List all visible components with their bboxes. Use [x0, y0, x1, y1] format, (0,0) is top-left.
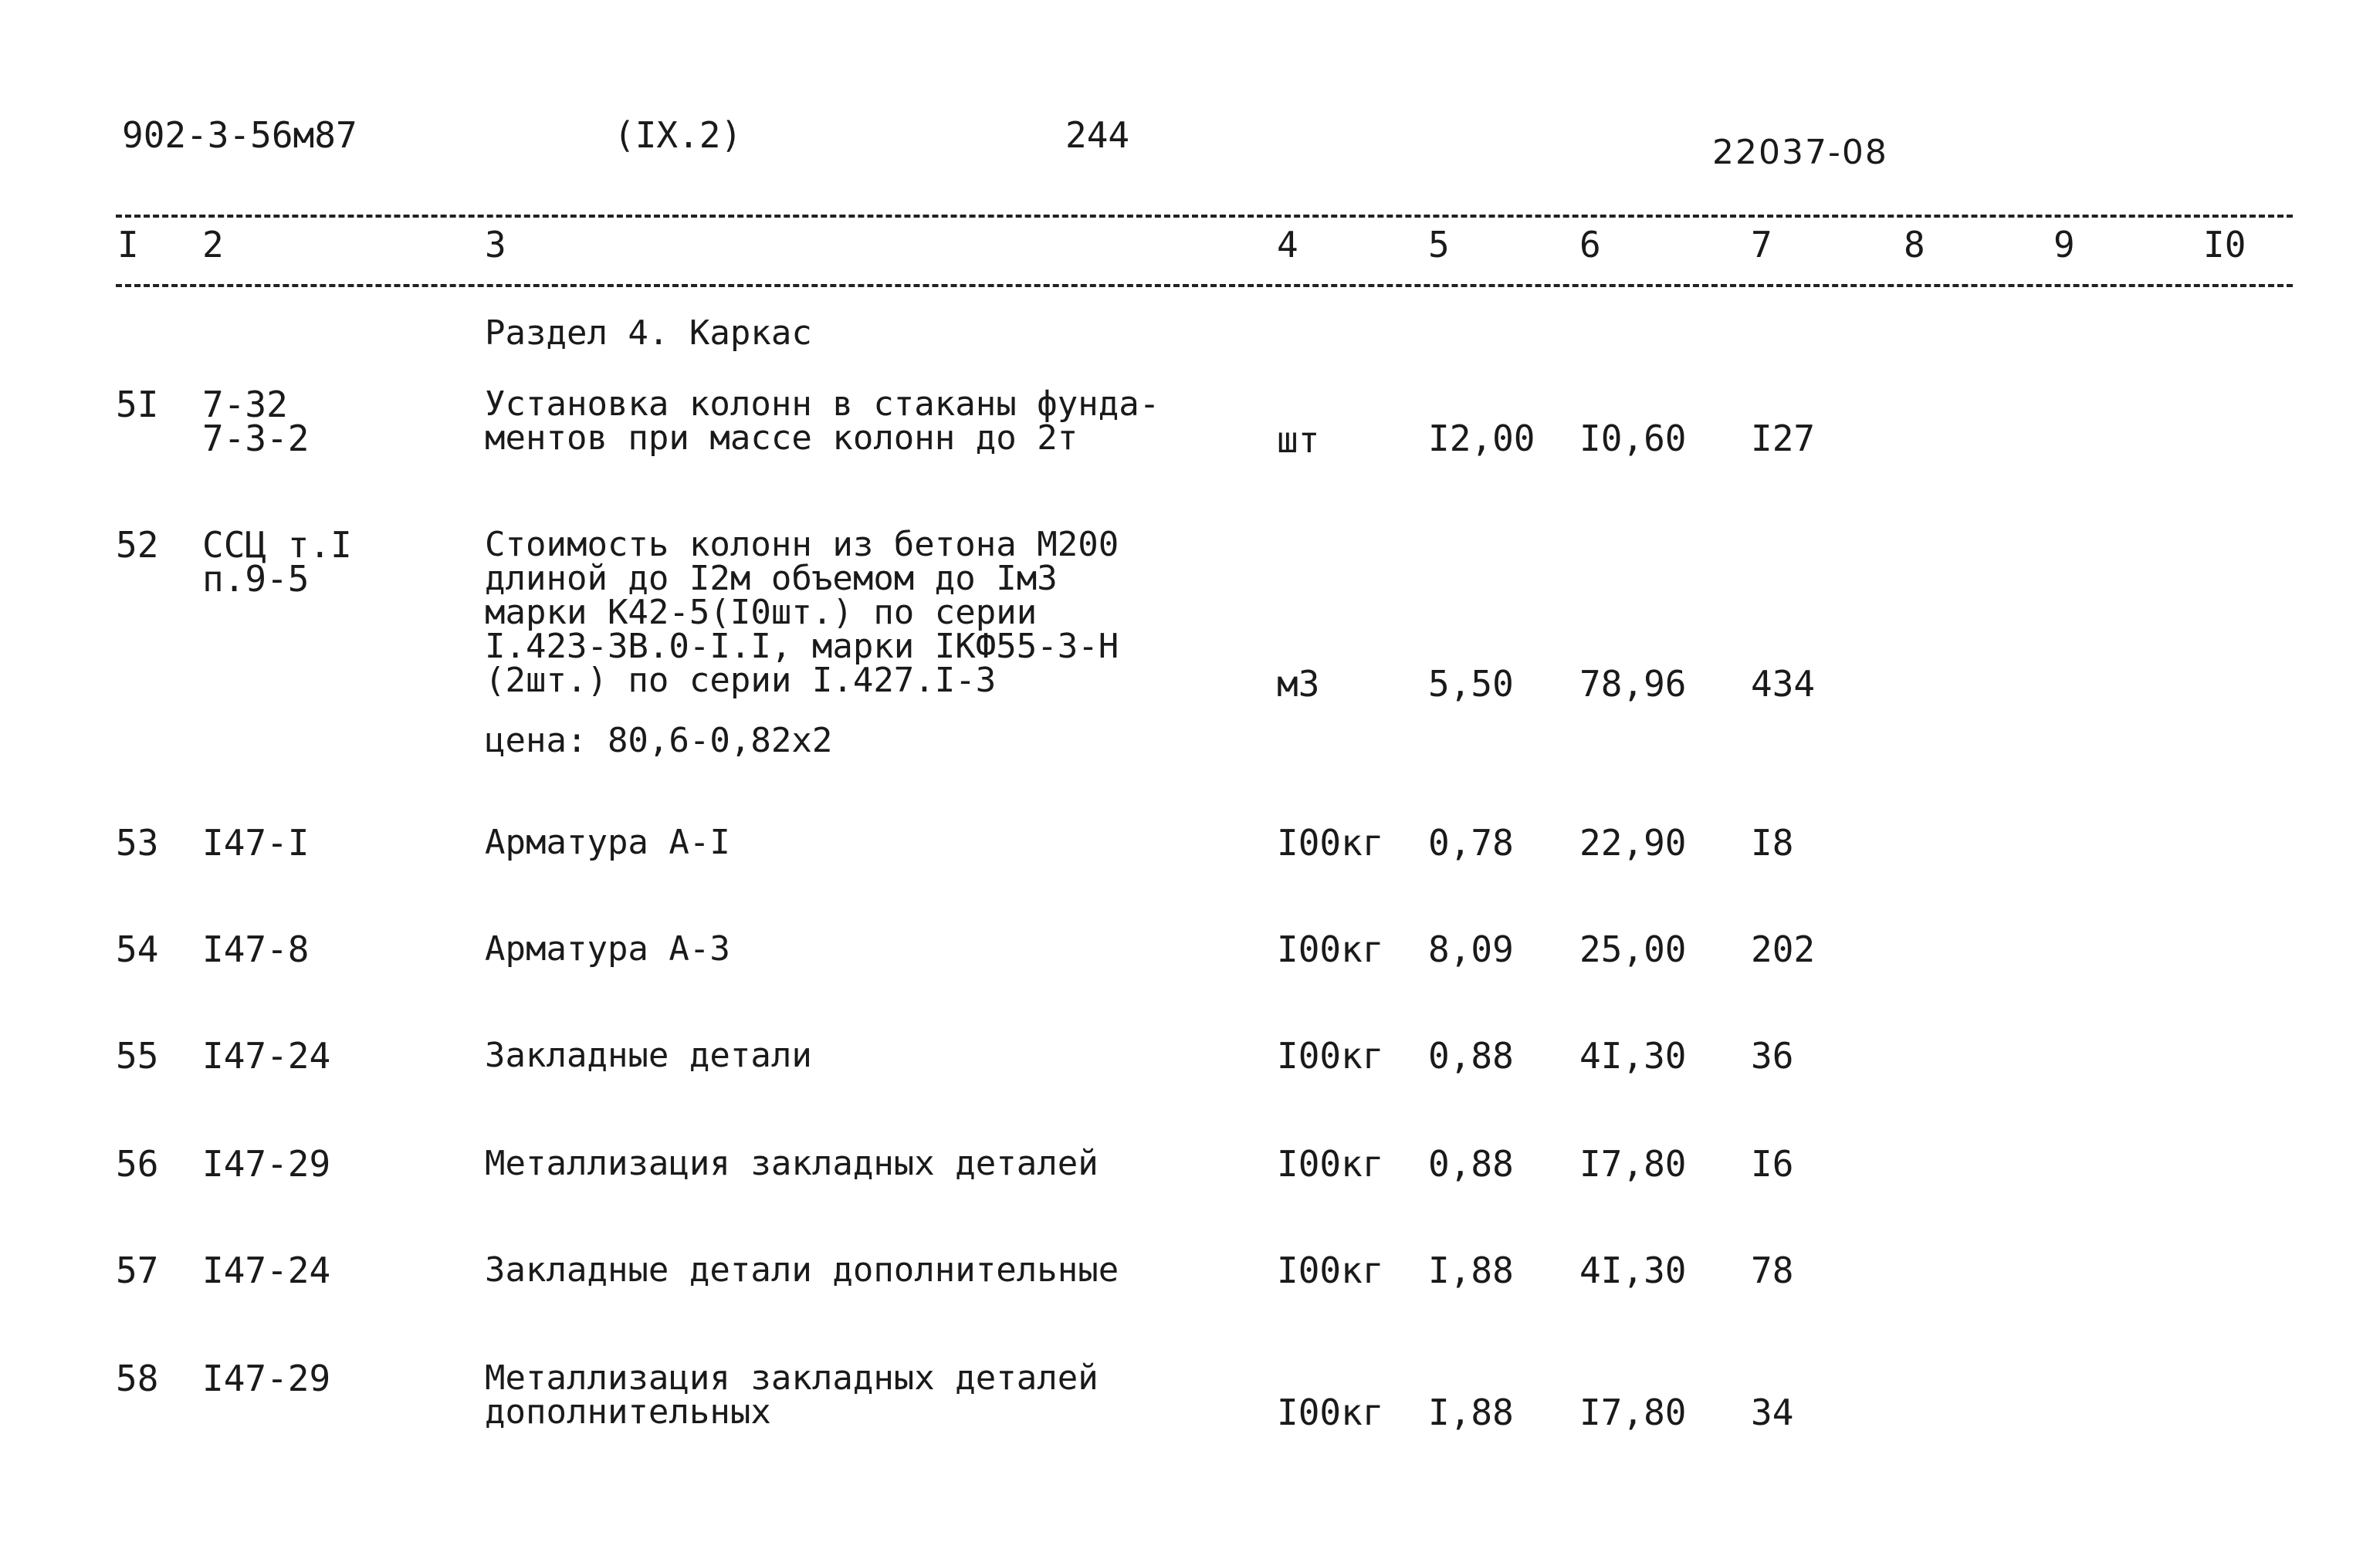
row-number: 54 — [116, 928, 159, 970]
norm-code: ССЦ т.I — [202, 524, 352, 566]
section-code: (IX.2) — [614, 114, 743, 156]
unit: I00кг — [1277, 1392, 1384, 1433]
row-number: 58 — [116, 1358, 159, 1399]
norm-code: I47-8 — [202, 928, 310, 970]
row-description: ментов при массе колонн до 2т — [485, 418, 1078, 458]
unit-price: 78,96 — [1579, 663, 1687, 705]
quantity: 8,09 — [1428, 928, 1514, 970]
quantity: 0,88 — [1428, 1143, 1514, 1185]
row-number: 56 — [116, 1143, 159, 1185]
row-description: Металлизация закладных деталей — [485, 1358, 1099, 1398]
norm-code: I47-24 — [202, 1250, 331, 1291]
unit-price: I0,60 — [1579, 418, 1687, 459]
quantity: 0,78 — [1428, 822, 1514, 864]
document-code: 902-3-56м87 — [122, 114, 357, 156]
total-cost: I27 — [1751, 418, 1816, 459]
unit: м3 — [1277, 663, 1320, 705]
row-description: Закладные детали дополнительные — [485, 1250, 1119, 1290]
unit: шт — [1277, 419, 1320, 461]
column-header: 9 — [2053, 224, 2075, 265]
norm-code: I47-24 — [202, 1035, 331, 1077]
row-description: Стоимость колонн из бетона М200 — [485, 525, 1119, 564]
row-description: I.423-3В.0-I.I, марки IКФ55-3-Н — [485, 627, 1119, 666]
unit: I00кг — [1277, 1250, 1384, 1291]
row-description: марки К42-5(I0шт.) по серии — [485, 593, 1038, 632]
unit: I00кг — [1277, 1035, 1384, 1077]
unit-price: I7,80 — [1579, 1143, 1687, 1185]
column-header: 4 — [1277, 224, 1298, 265]
column-header: 3 — [485, 224, 506, 265]
column-header: 6 — [1579, 224, 1601, 265]
row-description: Арматура А-I — [485, 823, 730, 862]
row-description: длиной до I2м объемом до Iм3 — [485, 559, 1058, 598]
header-bottom-rule — [116, 284, 2293, 287]
norm-code: I47-I — [202, 822, 310, 864]
price-note: цена: 80,6-0,82х2 — [485, 721, 833, 760]
row-number: 57 — [116, 1250, 159, 1291]
total-cost: I8 — [1751, 822, 1794, 864]
unit-price: 4I,30 — [1579, 1035, 1687, 1077]
unit: I00кг — [1277, 822, 1384, 864]
total-cost: I6 — [1751, 1143, 1794, 1185]
page-number: 244 — [1065, 114, 1130, 156]
unit-price: 25,00 — [1579, 928, 1687, 970]
sheet-code: 22037-08 — [1712, 133, 1888, 172]
unit-price: I7,80 — [1579, 1392, 1687, 1433]
quantity: 0,88 — [1428, 1035, 1514, 1077]
row-number: 5I — [116, 384, 159, 425]
total-cost: 34 — [1751, 1392, 1794, 1433]
norm-code: 7-3-2 — [202, 418, 310, 459]
column-header: 2 — [202, 224, 224, 265]
unit: I00кг — [1277, 928, 1384, 970]
column-header: 8 — [1904, 224, 1925, 265]
row-description: Закладные детали — [485, 1036, 812, 1075]
column-header: 5 — [1428, 224, 1450, 265]
column-header: I — [117, 224, 139, 265]
quantity: 5,50 — [1428, 663, 1514, 705]
row-description: Установка колонн в стаканы фунда- — [485, 384, 1160, 424]
unit-price: 22,90 — [1579, 822, 1687, 864]
quantity: I2,00 — [1428, 418, 1535, 459]
row-number: 53 — [116, 822, 159, 864]
total-cost: 36 — [1751, 1035, 1794, 1077]
row-description: Арматура А-3 — [485, 929, 730, 969]
norm-code: I47-29 — [202, 1143, 331, 1185]
column-header: I0 — [2203, 224, 2246, 265]
row-number: 52 — [116, 524, 159, 566]
column-header: 7 — [1751, 224, 1772, 265]
total-cost: 78 — [1751, 1250, 1794, 1291]
total-cost: 434 — [1751, 663, 1816, 705]
norm-code: I47-29 — [202, 1358, 331, 1399]
quantity: I,88 — [1428, 1250, 1514, 1291]
norm-code: п.9-5 — [202, 558, 310, 600]
section-title: Раздел 4. Каркас — [485, 313, 812, 353]
unit-price: 4I,30 — [1579, 1250, 1687, 1291]
norm-code: 7-32 — [202, 384, 288, 425]
row-description: Металлизация закладных деталей — [485, 1144, 1099, 1183]
total-cost: 202 — [1751, 928, 1816, 970]
row-description: дополнительных — [485, 1392, 771, 1432]
unit: I00кг — [1277, 1143, 1384, 1185]
row-description: (2шт.) по серии I.427.I-3 — [485, 661, 997, 700]
row-number: 55 — [116, 1035, 159, 1077]
quantity: I,88 — [1428, 1392, 1514, 1433]
header-top-rule — [116, 215, 2293, 218]
